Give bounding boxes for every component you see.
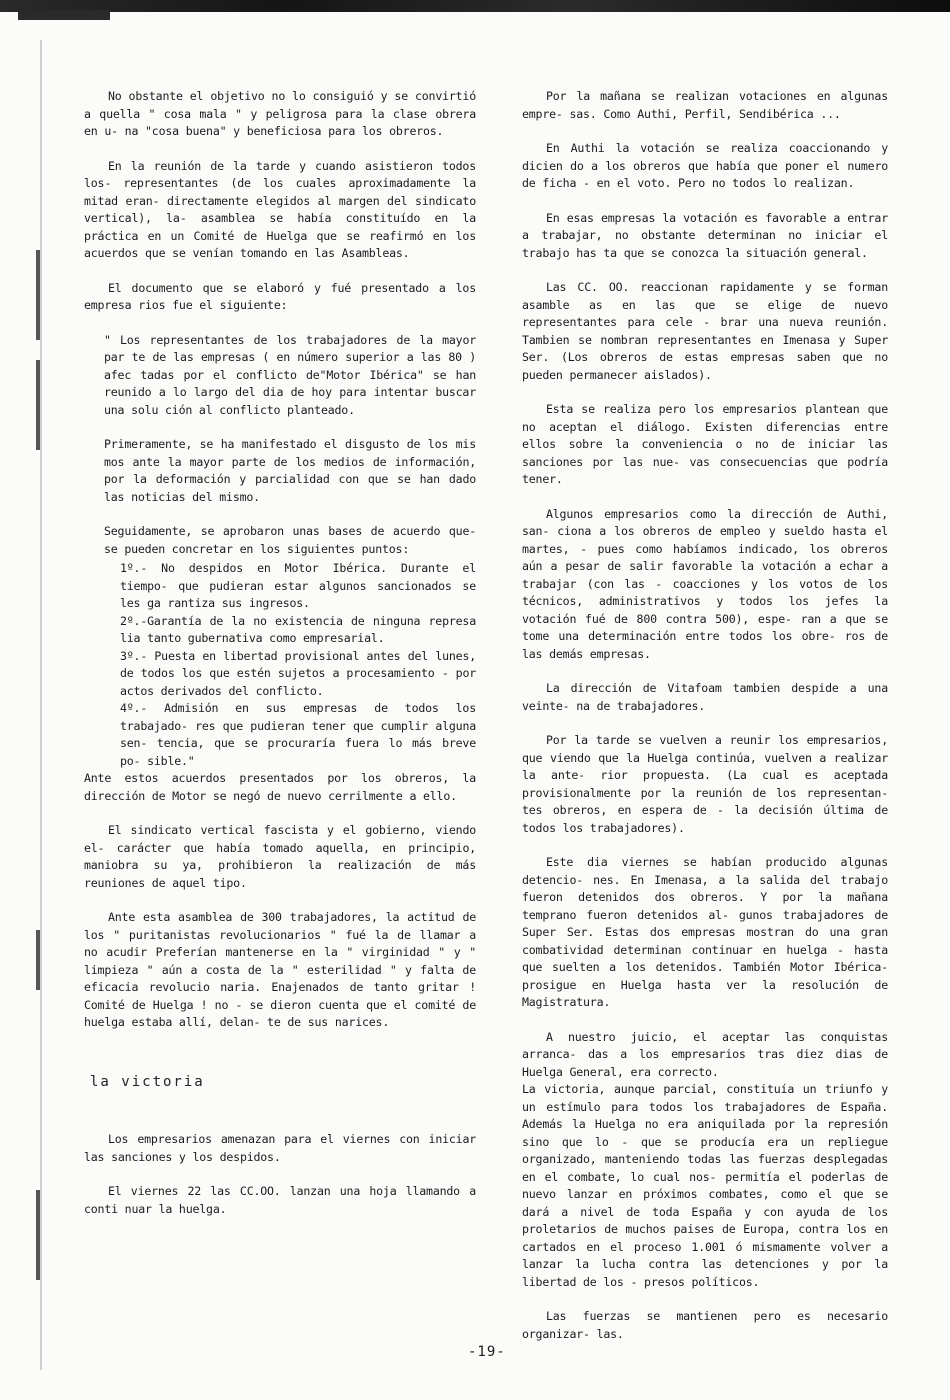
quote-paragraph: Seguidamente, se aprobaron unas bases de acuerdo que- se pueden concretar en los siguientes puntos: [104,524,476,556]
quote-paragraph: Primeramente, se ha manifestado el disgusto de los mis mos ante la mayor parte de los medios de información, por la deformación y parcialidad con que se han dado las noticias del mismo. [104,437,476,504]
paragraph: A nuestro juicio, el aceptar las conquistas arranca- das a los empresarios tras diez dias de Huelga General, era correcto. La victoria, aunque parcial, constituía un triunfo y un estímulo para todos los trabajadores de España. Además la Huelga no era aniquilada por la represión sino que lo - que se producía era un repliegue organizado, manteniendo todas las fuerzas desplegadas en el combate, lo cual nos- permitía el poderlas de nuevo lanzar en próximos combates, como el que se dará a nivel de toda España y con ayuda de los proletarios de muchos paises de Europa, contra los en cartados en el proceso 1.001 ó mismamente volver a lanzar la lucha contra las detenciones y por la libertad de los - presos políticos. [522,1029,888,1289]
paragraph: Por la tarde se vuelven a reunir los empresarios, que viendo que la Huelga continúa, vuelven a realizar la ante- rior propuesta. (La cual es aceptada provisionalmente por la reunión de los representan-tes obreros, en espera de - la decisión última de todos los trabajadores). [522,733,888,835]
paragraph: Este dia viernes se habían producido algunas detencio- nes. En Imenasa, a la salida del trabajo fueron detenidos dos obreros. Y por la mañana temprano fueron detenidos al- gunos trabajadores de Super Ser. Estas dos empresas mostran do una gran combatividad determinan continuar en huelga - hasta que suelten a los detenidos. También Motor Ibérica- prosigue en Huelga hasta ver la resolución de Magistratura. [522,855,888,1009]
scan-top-edge [0,0,950,12]
paragraph: Los empresarios amenazan para el viernes con iniciar las sanciones y los despidos. [84,1132,476,1164]
paragraph: En esas empresas la votación es favorable a entrar a trabajar, no obstante determinan no iniciar el trabajo has ta que se conozca la situación general. [522,210,888,260]
paragraph: El documento que se elaboró y fué presentado a los empresa rios fue el siguiente: [84,280,476,312]
paragraph: No obstante el objetivo no lo consiguió y se convirtió a quella " cosa mala " y peligrosa para la clase obrera en u- na "cosa buena" y beneficiosa para los obreros. [84,89,476,138]
binding-mark [36,1190,40,1280]
page-number: -19- [468,1344,506,1360]
paragraph: En la reunión de la tarde y cuando asistieron todos los- representantes (de los cuales aproximadamente la mitad eran- directamente elegidos al margen del sindicato vertical), la- asamblea se había constituído en la práctica en un Comité de Huelga que se reafirmó en los acuerdos que se venían tomando en las Asambleas. [84,158,476,260]
right-column [522,88,888,1360]
quote-paragraph: " Los representantes de los trabajadores de la mayor par te de las empresas ( en número superior a las 80 ) afec tadas por el conflicto de"Motor Ibérica" se han reunido a lo largo del dia de hoy para intentar buscar una solu ción al conflicto planteado. [104,332,476,417]
scan-corner-mark [18,10,110,20]
paragraph: La dirección de Vitafoam tambien despide a una veinte- na de trabajadores. [522,681,888,713]
paragraph: Las fuerzas se mantienen pero es necesario organizar- las. [522,1309,888,1341]
paragraph: Ante estos acuerdos presentados por los obreros, la dirección de Motor se negó de nuevo cerrilmente a ello. [84,771,476,803]
paragraph: Algunos empresarios como la dirección de Authi, san- ciona a los obreros de empleo y sueldo hasta el martes, - pues como habíamos indicado, los obreros aún a pesar de salir favorable la votación a echar a trabajar (con las - coacciones y los votos de los técnicos, administrativos y todos los jefes la votación fué de 800 contra 500), espe- ran a que se tome una determinación entre todos los obre- ros de las demás empresas. [522,506,888,661]
paragraph: Ante esta asamblea de 300 trabajadores, la actitud de los " puritanistas revolucionarios " fué la de llamar a no acudir Preferían mantenerse en la " virginidad " y " limpieza " aún a costa de la " esterilidad " y falta de eficacia revolucio naria. Enajenados de tanto gritar ! Comité de Huelga ! no - se dieron cuenta que el comité de huelga estaba allí, delan- te de sus narices. [84,910,476,1029]
list-item: 4º.- Admisión en sus empresas de todos los trabajado- res que pudieran tener que cumplir alguna sen- tencia, que se procuraría fuera lo más breve po- sible." [120,701,476,768]
document-quote [104,332,476,771]
binding-mark [36,930,40,990]
section-heading: la victoria [90,1073,205,1090]
paragraph: En Authi la votación se realiza coaccionando y dicien do a los obreros que había que poner el numero de ficha - en el voto. Pero no todos lo realizan. [522,141,888,190]
binding-mark [36,250,40,340]
paragraph: El viernes 22 las CC.OO. lanzan una hoja llamando a conti nuar la huelga. [84,1184,476,1216]
paragraph: El sindicato vertical fascista y el gobierno, viendo el- carácter que había tomado aquella, en principio, maniobra su ya, prohibieron la realización de más reuniones de aquel tipo. [84,823,476,890]
list-item: 1º.- No despidos en Motor Ibérica. Durante el tiempo- que pudieran estar algunos sancionados se les ga rantiza sus ingresos. [120,561,476,610]
binding-margin [40,40,42,1370]
paragraph: Las CC. OO. reaccionan rapidamente y se forman asamble as en las que se elige de nuevo representantes para cele - brar una nueva reunión. Tambien se nombran representantes en Imenasa y Super Ser. (Los obreros de estas empresas saben que no pueden permanecer aislados). [522,280,888,382]
binding-mark [36,360,40,450]
list-item: 3º.- Puesta en libertad provisional antes del lunes, de todos los que estén sujetos a procesamiento - por actos derivados del conflicto. [120,648,476,698]
paragraph: Esta se realiza pero los empresarios plantean que no aceptan el diálogo. Existen diferencias entre ellos sobre la conveniencia o no de iniciar las sanciones por las nue- vas consecuencias que podría tener. [522,402,888,486]
paragraph: Por la mañana se realizan votaciones en algunas empre- sas. Como Authi, Perfil, Sendibérica ... [522,89,888,121]
list-item: 2º.-Garantía de la no existencia de ninguna represa lia tanto gubernativa como empresarial. [120,613,476,645]
left-column [84,88,476,1235]
